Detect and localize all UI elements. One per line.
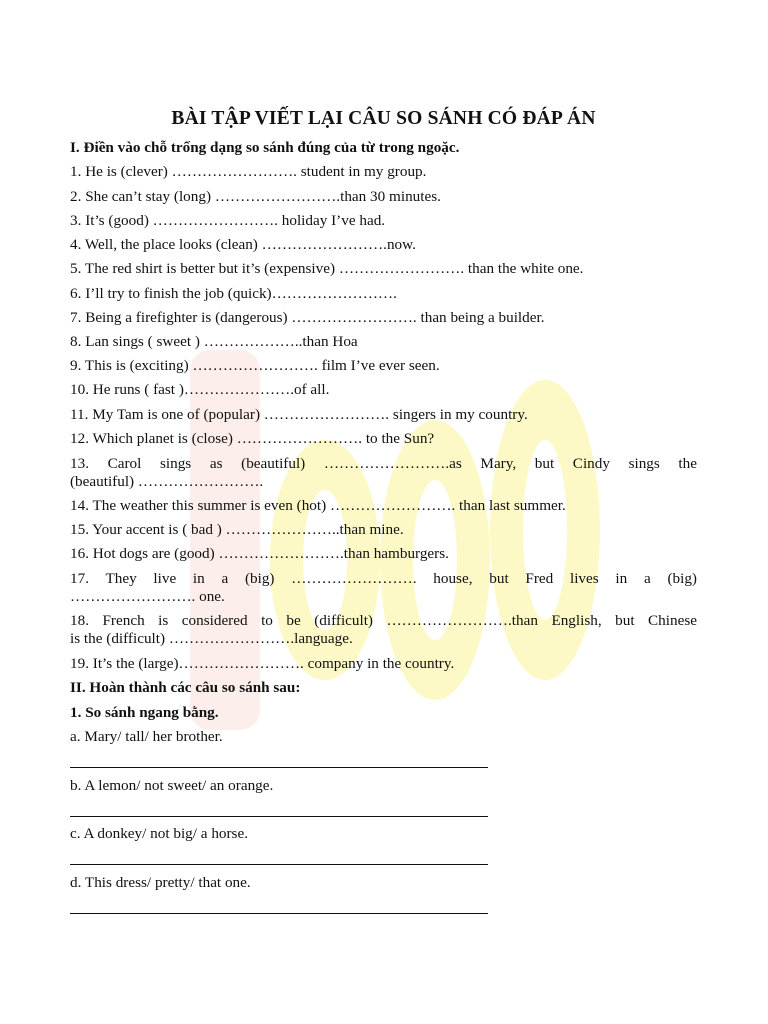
exercise-item-17-line-1: 17. They live in a (big) ……………………. house, but Fred lives in a (big): [70, 570, 697, 587]
exercise-item-11: 11. My Tam is one of (popular) ……………………. singers in my country.: [70, 406, 528, 423]
exercise-item-10: 10. He runs ( fast )………………….of all.: [70, 381, 330, 398]
exercise-item-13-line-1: 13. Carol sings as (beautiful) …………………….as Mary, but Cindy sings the: [70, 455, 697, 472]
page-title: BÀI TẬP VIẾT LẠI CÂU SO SÁNH CÓ ĐÁP ÁN: [171, 108, 596, 129]
answer-line-b[interactable]: [70, 815, 488, 817]
section-2-subheading: 1. So sánh ngang bằng.: [70, 704, 219, 721]
completion-item-a: a. Mary/ tall/ her brother.: [70, 728, 223, 745]
completion-item-b: b. A lemon/ not sweet/ an orange.: [70, 777, 274, 794]
exercise-item-16: 16. Hot dogs are (good) …………………….than hamburgers.: [70, 545, 449, 562]
exercise-item-8: 8. Lan sings ( sweet ) ………………..than Hoa: [70, 333, 358, 350]
completion-item-d: d. This dress/ pretty/ that one.: [70, 874, 251, 891]
exercise-item-12: 12. Which planet is (close) ……………………. to the Sun?: [70, 430, 435, 447]
exercise-item-15: 15. Your accent is ( bad ) …………………..than mine.: [70, 521, 404, 538]
exercise-item-5: 5. The red shirt is better but it’s (expensive) ……………………. than the white one.: [70, 260, 584, 277]
completion-item-c: c. A donkey/ not big/ a horse.: [70, 825, 249, 842]
exercise-item-2: 2. She can’t stay (long) …………………….than 30 minutes.: [70, 188, 441, 205]
exercise-item-14: 14. The weather this summer is even (hot) ……………………. than last summer.: [70, 497, 566, 514]
exercise-item-13: [70, 455, 697, 491]
answer-line-c[interactable]: [70, 863, 488, 865]
exercise-item-1: 1. He is (clever) ……………………. student in my group.: [70, 163, 427, 180]
exercise-item-7: 7. Being a firefighter is (dangerous) ……………………. than being a builder.: [70, 309, 545, 326]
answer-line-a[interactable]: [70, 766, 488, 768]
exercise-item-18-line-1: 18. French is considered to be (difficult) …………………….than English, but Chinese: [70, 612, 697, 629]
exercise-item-3: 3. It’s (good) ……………………. holiday I’ve had.: [70, 212, 386, 229]
exercise-item-18: [70, 612, 697, 648]
exercise-item-13-line-2: (beautiful) …………………….: [70, 473, 264, 490]
section-1-heading: I. Điền vào chỗ trống dạng so sánh đúng của từ trong ngoặc.: [70, 139, 460, 156]
exercise-item-9: 9. This is (exciting) ……………………. film I’ve ever seen.: [70, 357, 440, 374]
exercise-item-4: 4. Well, the place looks (clean) …………………….now.: [70, 236, 416, 253]
exercise-item-18-line-2: is the (difficult) …………………….language.: [70, 630, 353, 647]
exercise-item-6: 6. I’ll try to finish the job (quick)…………………….: [70, 285, 397, 302]
section-2-heading: II. Hoàn thành các câu so sánh sau:: [70, 679, 301, 696]
answer-line-d[interactable]: [70, 912, 488, 914]
exercise-item-17-line-2: ……………………. one.: [70, 588, 225, 605]
exercise-item-19: 19. It’s the (large)……………………. company in the country.: [70, 655, 455, 672]
exercise-item-17: [70, 570, 697, 606]
